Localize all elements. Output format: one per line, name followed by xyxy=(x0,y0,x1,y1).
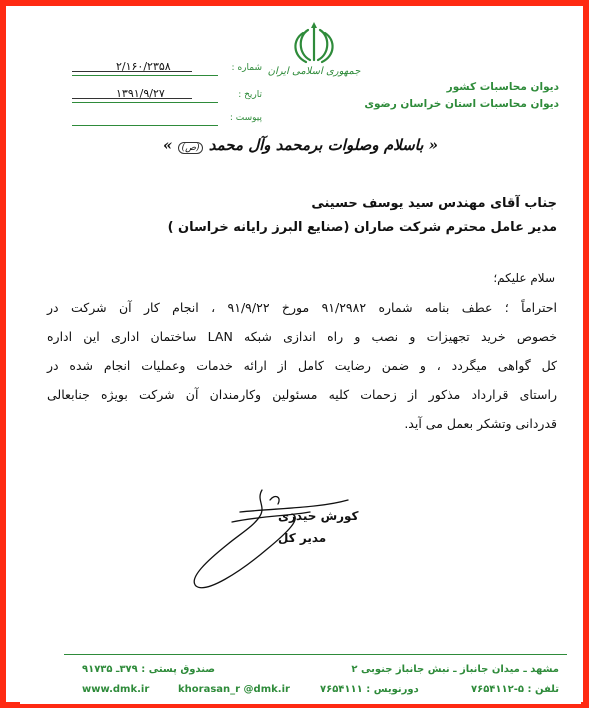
letter-page xyxy=(20,16,581,704)
footer-po-box: صندوق پستی : ۳۷۹ـ ۹۱۷۳۵ xyxy=(82,664,216,675)
body-line: راستای قرارداد مذکور از زحمات کلیه مسئولین وکارمندان آن شرکت بویژه جنابعالی xyxy=(47,387,557,402)
footer-phone: تلفن : ۵-۷۶۵۴۱۱۲ xyxy=(471,684,559,695)
body-line: قدردانی وتشکر بعمل می آید. xyxy=(404,416,557,431)
recipient-name: جناب آقای مهندس سید یوسف حسینی xyxy=(311,196,557,211)
attachment-label: پیوست : xyxy=(229,113,262,123)
handwritten-signature xyxy=(170,486,360,596)
iran-emblem-icon xyxy=(284,20,344,68)
letter-number-value: ۲/۱۶۰/۲۳۵۸ xyxy=(116,60,171,73)
letter-number-label: شماره : xyxy=(231,63,262,73)
emblem-caption: جمهوری اسلامی ایران xyxy=(267,66,361,77)
org-name-national: دیوان محاسبات کشور xyxy=(446,81,559,93)
letter-date-label: تاریخ : xyxy=(238,90,262,100)
invocation-text: « باسلام وصلوات برمحمد وآل محمد xyxy=(208,136,439,154)
recipient-title: مدیر عامل محترم شرکت صاران (صنایع البرز رایانه خراسان ) xyxy=(167,220,557,235)
attachment-field xyxy=(72,111,262,129)
letter-date-value: ۱۳۹۱/۹/۲۷ xyxy=(116,87,165,100)
letter-date-field xyxy=(72,88,262,106)
footer-website[interactable]: www.dmk.ir xyxy=(82,684,150,695)
invocation-close: » xyxy=(162,136,173,154)
org-name-provincial: دیوان محاسبات استان خراسان رضوی xyxy=(364,98,559,110)
body-line: کل گواهی میگردد ، و ضمن رضایت کامل از ارائه خدمات وعملیات انجام شده در xyxy=(47,358,557,373)
footer-email[interactable]: khorasan_r @dmk.ir xyxy=(178,684,290,695)
honorific-seal: (ص) xyxy=(178,142,204,154)
invocation-line xyxy=(20,136,581,154)
greeting: سلام علیکم؛ xyxy=(493,271,555,285)
footer-fax: دورنویس : ۷۶۵۴۱۱۱ xyxy=(320,684,419,695)
body-line: خصوص خرید تجهیزات و نصب و راه اندازی شبکه LAN ساختمان اداری این اداره xyxy=(47,329,557,344)
letter-number-field xyxy=(72,61,262,79)
signatory-title: مدیر کل xyxy=(278,531,327,545)
signatory-name: کورش حیدری xyxy=(278,509,359,523)
footer-address: مشهد ـ میدان جانباز ـ نبش جانباز جنوبی ۲ xyxy=(351,664,559,675)
footer-divider xyxy=(64,654,567,655)
body-line: احتراماً ؛ عطف بنامه شماره ۹۱/۲۹۸۲ مورخ ۹۱/۹/۲۲ ، انجام کار آن شرکت در xyxy=(47,300,558,315)
